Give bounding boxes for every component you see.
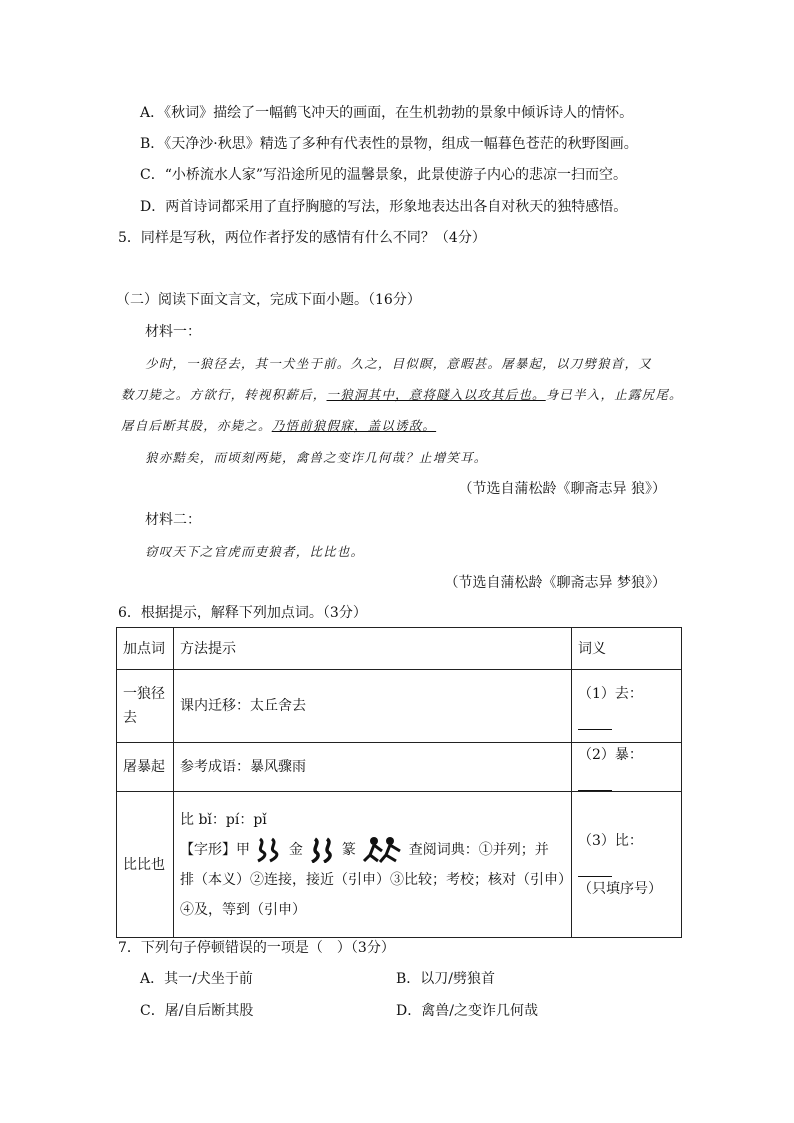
row-meaning: （3）比： （只填序号） bbox=[572, 792, 682, 938]
table-row bbox=[117, 792, 682, 938]
row-hint: 比 bǐ：pí：pǐ 【字形】甲 金 篆 查阅词典：①并列；并 排（本义）②连接，接近（引申）③比较；考校；核对（引申） ④及，等到（引申） bbox=[174, 792, 572, 938]
row-word: 比比也 bbox=[117, 792, 174, 938]
question-5: 5．同样是写秋，两位作者抒发的感情有什么不同？（4分） bbox=[118, 230, 486, 246]
material-2-source: （节选自蒲松龄《聊斋志异 梦狼》） bbox=[444, 575, 666, 591]
material-1-source: （节选自蒲松龄《聊斋志异 狼》） bbox=[458, 481, 666, 497]
table-row bbox=[117, 670, 682, 743]
answer-blank[interactable] bbox=[578, 862, 612, 877]
question-6: 6．根据提示，解释下列加点词。（3分） bbox=[118, 605, 367, 621]
material-2-line-1: 窃叹天下之官虎而吏狼者，比比也。 bbox=[145, 544, 365, 559]
underlined-sentence-1: 一狼洞其中，意将隧入以攻其后也。 bbox=[326, 387, 546, 402]
q7-option-b: B．以刀/劈狼首 bbox=[396, 971, 496, 987]
header-meaning: 词义 bbox=[572, 628, 682, 670]
table-row bbox=[117, 743, 682, 792]
material-1-line-3: 屠自后断其股，亦毙之。乃悟前狼假寐，盖以诱敌。 bbox=[121, 418, 437, 433]
q7-option-a: A．其一/犬坐于前 bbox=[140, 971, 253, 987]
material-2-label: 材料二： bbox=[145, 512, 201, 528]
q4-option-c: C．“小桥流水人家”写沿途所见的温馨景象，此景使游子内心的悲凉一扫而空。 bbox=[140, 167, 628, 183]
header-hint: 方法提示 bbox=[174, 628, 572, 670]
row-hint: 参考成语：暴风骤雨 bbox=[174, 743, 572, 792]
row-hint: 课内迁移：太丘舍去 bbox=[174, 670, 572, 743]
oracle-bone-bi-glyph bbox=[254, 837, 284, 863]
material-1-line-2: 数刀毙之。方欲行，转视积薪后，一狼洞其中，意将隧入以攻其后也。身已半入，止露尻尾。 bbox=[121, 387, 683, 402]
row-meaning: （1）去： bbox=[572, 670, 682, 743]
q7-option-c: C．屠/自后断其股 bbox=[140, 1003, 254, 1019]
material-1-label: 材料一： bbox=[145, 324, 201, 340]
underlined-sentence-2: 乃悟前狼假寐，盖以诱敌。 bbox=[271, 418, 437, 433]
row-word: 屠暴起 bbox=[117, 743, 174, 792]
seal-script-bi-illustration bbox=[360, 835, 404, 865]
vocab-table bbox=[116, 627, 682, 938]
row-meaning: （2）暴： bbox=[572, 743, 682, 792]
q7-option-d: D．禽兽/之变诈几何哉 bbox=[396, 1003, 538, 1019]
section-2-heading: （二）阅读下面文言文，完成下面小题。（16分） bbox=[116, 292, 421, 308]
material-1-line-1: 少时，一狼径去，其一犬坐于前。久之，目似瞑，意暇甚。屠暴起，以刀劈狼首，又 bbox=[145, 356, 652, 371]
bronze-bi-glyph bbox=[307, 837, 337, 863]
q4-option-b: B．《天净沙·秋思》精选了多种有代表性的景物，组成一幅暮色苍茫的秋野图画。 bbox=[140, 136, 638, 152]
table-header-row bbox=[117, 628, 682, 670]
q4-option-a: A．《秋词》描绘了一幅鹤飞冲天的画面，在生机勃勃的景象中倾诉诗人的情怀。 bbox=[140, 105, 634, 121]
answer-blank[interactable] bbox=[578, 776, 612, 791]
q4-option-d: D．两首诗词都采用了直抒胸臆的写法，形象地表达出各自对秋天的独特感悟。 bbox=[140, 199, 628, 215]
question-7: 7．下列句子停顿错误的一项是（ ）（3分） bbox=[118, 940, 395, 956]
header-word: 加点词 bbox=[117, 628, 174, 670]
row-word: 一狼径去 bbox=[117, 670, 174, 743]
material-1-line-4: 狼亦黠矣，而顷刻两毙，禽兽之变诈几何哉？止增笑耳。 bbox=[145, 450, 488, 465]
answer-blank[interactable] bbox=[578, 715, 612, 730]
